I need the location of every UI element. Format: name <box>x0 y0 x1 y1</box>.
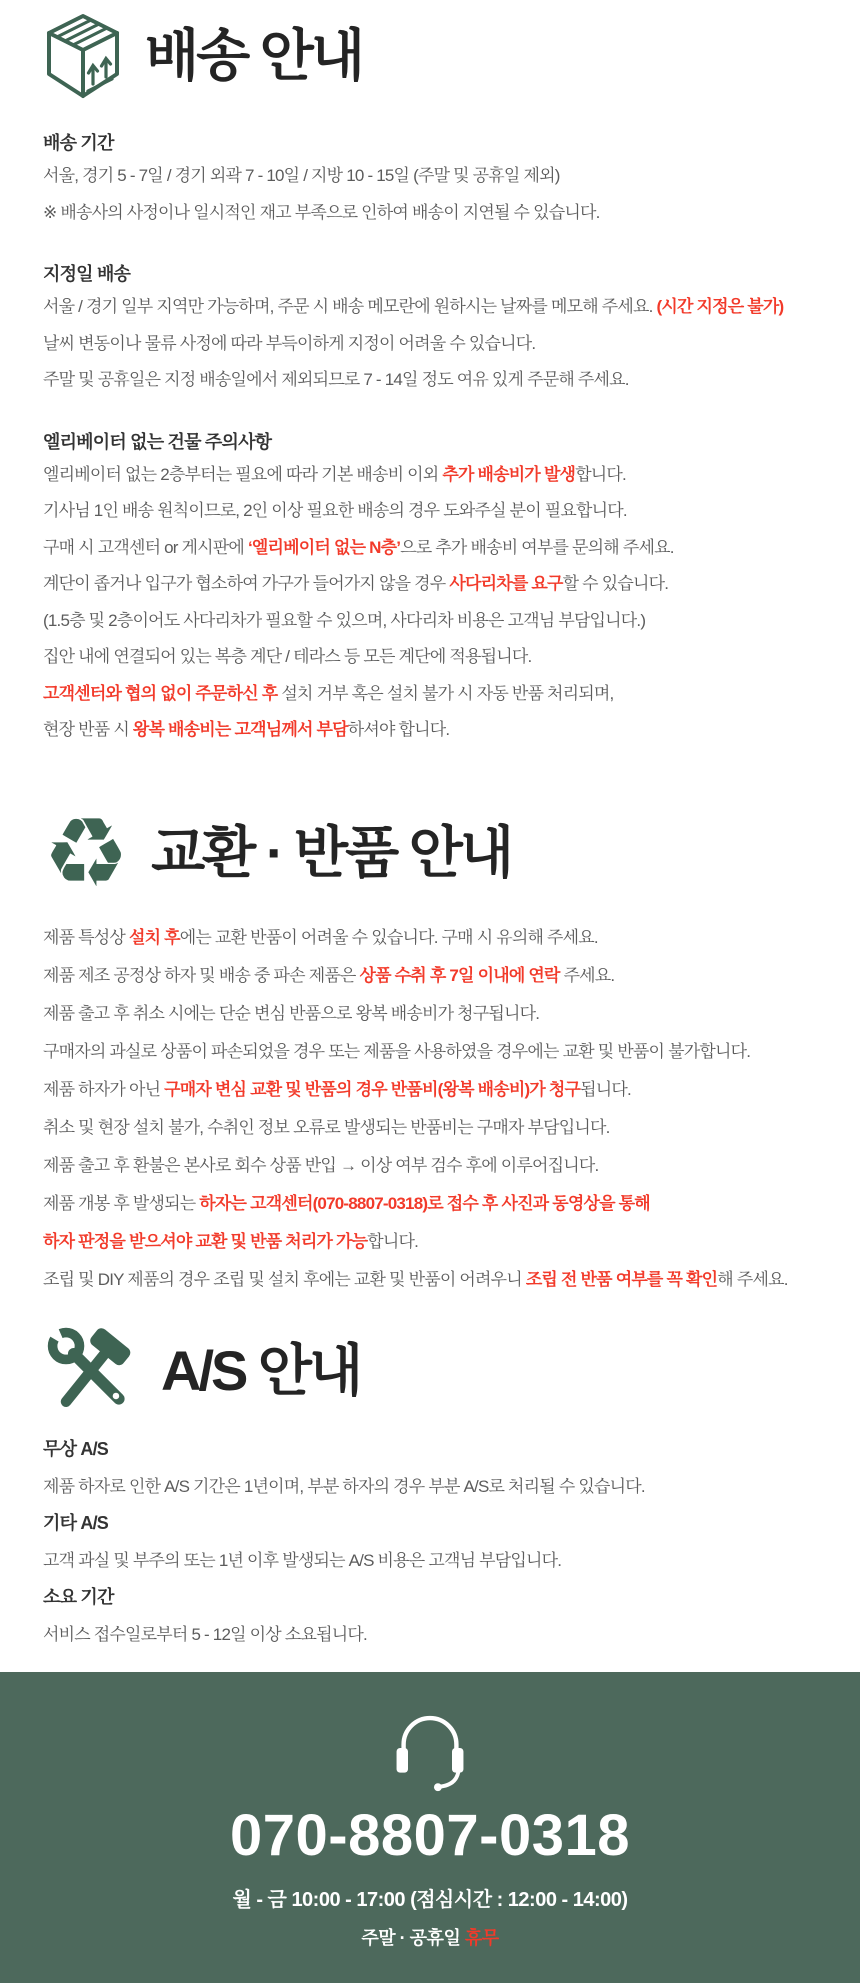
body-text: 계단이 좁거나 입구가 협소하여 가구가 들어가지 않을 경우 <box>43 574 450 593</box>
tools-icon <box>43 1321 139 1421</box>
body-line <box>43 957 830 995</box>
block-heading: 엘리베이터 없는 건물 주의사항 <box>43 431 272 452</box>
exchange-section-title: 교환 · 반품 안내 <box>151 820 511 884</box>
body-text: 조립 및 DIY 제품의 경우 조립 및 설치 후에는 교환 및 반품이 어려우니 <box>43 1269 526 1289</box>
body-line <box>43 566 830 603</box>
body-line <box>43 919 830 957</box>
body-text: 주말 및 공휴일은 지정 배송일에서 제외되므로 7 - 14일 정도 여유 있게 주문해 주세요. <box>43 370 629 389</box>
body-text: 제품 출고 후 취소 시에는 단순 변심 반품으로 왕복 배송비가 청구됩니다. <box>43 1003 540 1023</box>
box-icon <box>43 12 123 100</box>
highlighted-text: (시간 지정은 불가) <box>656 297 784 316</box>
body-line <box>43 1468 830 1505</box>
highlighted-text: 사다리차를 요구 <box>449 574 563 593</box>
body-text: 제품 하자로 인한 A/S 기간은 1년이며, 부분 하자의 경우 부분 A/S로 처리될 수 있습니다. <box>43 1476 645 1496</box>
block-heading: 배송 기간 <box>43 133 114 153</box>
highlighted-text: 상품 수취 후 7일 이내에 연락 <box>359 965 560 985</box>
body-text: 합니다. <box>367 1231 419 1251</box>
recycle-icon: ♻ <box>43 796 130 909</box>
body-line <box>43 676 830 713</box>
body-text: 서울, 경기 5 - 7일 / 경기 외곽 7 - 10일 / 지방 10 - 15일 (주말 및 공휴일 제외) <box>43 166 560 185</box>
body-text: 구매 시 고객센터 or 게시판에 <box>43 537 248 557</box>
highlighted-text: 하자 판정을 받으셔야 교환 및 반품 처리가 가능 <box>43 1231 368 1251</box>
headset-icon <box>0 1704 860 1792</box>
body-text: 현장 반품 시 <box>43 720 133 739</box>
highlighted-text: 구매자 변심 교환 및 반품의 경우 반품비(왕복 배송비)가 청구 <box>164 1079 581 1099</box>
body-text: 서비스 접수일로부터 5 - 12일 이상 소요됩니다. <box>43 1624 367 1644</box>
body-text: 제품 개봉 후 발생되는 <box>43 1193 200 1213</box>
block-heading: 지정일 배송 <box>43 264 131 284</box>
body-line <box>43 995 830 1033</box>
body-line <box>43 457 830 494</box>
body-text: 해 주세요. <box>717 1269 788 1289</box>
body-line <box>43 603 830 640</box>
business-hours: 월 - 금 10:00 - 17:00 (점심시간 : 12:00 - 14:00) <box>232 1888 628 1911</box>
body-text: 설치 거부 혹은 설치 불가 시 자동 반품 처리되며, <box>281 683 614 703</box>
body-line <box>43 362 830 399</box>
delivery-section-header <box>43 12 830 100</box>
body-line <box>43 493 830 530</box>
body-line <box>43 530 830 567</box>
section-body <box>43 128 830 749</box>
body-text: 집안 내에 연결되어 있는 복층 계단 / 테라스 등 모든 계단에 적용됩니다. <box>43 647 532 666</box>
body-text: 에는 교환 반품이 어려울 수 있습니다. 구매 시 유의해 주세요. <box>179 927 598 947</box>
body-text: 구매자의 과실로 상품이 파손되었을 경우 또는 제품을 사용하였을 경우에는 교환 및 반품이 불가합니다. <box>43 1041 751 1061</box>
body-text: 제품 특성상 <box>43 927 129 947</box>
body-line <box>43 158 830 195</box>
highlighted-text: 조립 전 반품 여부를 꼭 확인 <box>525 1269 718 1289</box>
body-text: 하셔야 합니다. <box>347 720 450 739</box>
body-text: 제품 하자가 아닌 <box>43 1079 165 1099</box>
section-delivery <box>43 12 830 749</box>
customer-center-footer <box>0 1672 860 1983</box>
section-body <box>43 1431 830 1653</box>
body-text: 주세요. <box>559 965 615 985</box>
body-text: 기사님 1인 배송 원칙이므로, 2인 이상 필요한 배송의 경우 도와주실 분이 필요합니다. <box>43 501 627 520</box>
section-body <box>43 919 830 1299</box>
section-exchange-return <box>43 796 830 1299</box>
block-heading: 무상 A/S <box>43 1438 108 1459</box>
body-text: 날씨 변동이나 물류 사정에 따라 부득이하게 지정이 어려울 수 있습니다. <box>43 333 536 353</box>
body-text: 엘리베이터 없는 2층부터는 필요에 따라 기본 배송비 이외 <box>43 464 443 484</box>
body-text: ※ 배송사의 사정이나 일시적인 재고 부족으로 인하여 배송이 지연될 수 있습니다. <box>43 202 600 222</box>
highlighted-text: 추가 배송비가 발생 <box>442 464 576 484</box>
block-heading: 소요 기간 <box>43 1586 114 1607</box>
body-line <box>43 1071 830 1109</box>
highlighted-text: 고객센터와 협의 없이 주문하신 후 <box>43 683 282 703</box>
customer-center-phone: 070-8807-0318 <box>230 1803 630 1868</box>
as-section-header <box>43 1321 830 1421</box>
body-text: 됩니다. <box>580 1079 631 1099</box>
body-text: 합니다. <box>575 464 626 484</box>
highlighted-text: ‘엘리베이터 없는 N층’ <box>247 537 401 557</box>
closed-days <box>0 1924 860 1950</box>
body-line <box>43 289 830 326</box>
highlighted-text: 하자는 고객센터(070-8807-0318)로 접수 후 사진과 동영상을 통해 <box>199 1193 650 1213</box>
body-line <box>43 712 830 749</box>
delivery-section-title: 배송 안내 <box>145 24 362 88</box>
body-text: 으로 추가 배송비 여부를 문의해 주세요. <box>400 537 674 557</box>
body-line <box>43 1109 830 1147</box>
body-text: 제품 제조 공정상 하자 및 배송 중 파손 제품은 <box>43 965 360 985</box>
body-text: 고객 과실 및 부주의 또는 1년 이후 발생되는 A/S 비용은 고객님 부담입니다. <box>43 1550 562 1570</box>
body-text: 할 수 있습니다. <box>562 574 669 593</box>
body-line <box>43 1616 830 1653</box>
body-line <box>43 326 830 363</box>
exchange-section-header <box>43 796 830 909</box>
body-line <box>43 1261 830 1299</box>
highlighted-text: 왕복 배송비는 고객님께서 부담 <box>132 720 348 739</box>
closed-badge: 휴무 <box>464 1927 499 1948</box>
body-line <box>43 1223 830 1261</box>
body-line <box>43 1185 830 1223</box>
body-line <box>43 195 830 232</box>
body-line <box>43 639 830 676</box>
body-text: 서울 / 경기 일부 지역만 가능하며, 주문 시 배송 메모란에 원하시는 날짜를 메모해 주세요. <box>43 297 657 316</box>
body-text: 취소 및 현장 설치 불가, 수취인 정보 오류로 발생되는 반품비는 구매자 부담입니다. <box>43 1117 610 1137</box>
block-heading: 기타 A/S <box>43 1512 108 1533</box>
closed-days-label: 주말 · 공휴일 <box>361 1927 465 1948</box>
as-section-title: A/S 안내 <box>161 1338 361 1402</box>
body-line <box>43 1033 830 1071</box>
highlighted-text: 설치 후 <box>128 927 180 947</box>
body-line <box>43 1542 830 1579</box>
body-line <box>43 1147 830 1185</box>
body-text: (1.5층 및 2층이어도 사다리차가 필요할 수 있으며, 사다리차 비용은 고객님 부담입니다.) <box>43 610 646 630</box>
body-text: 제품 출고 후 환불은 본사로 회수 상품 반입 → 이상 여부 검수 후에 이루어집니다. <box>43 1155 599 1175</box>
section-after-service <box>43 1321 830 1653</box>
